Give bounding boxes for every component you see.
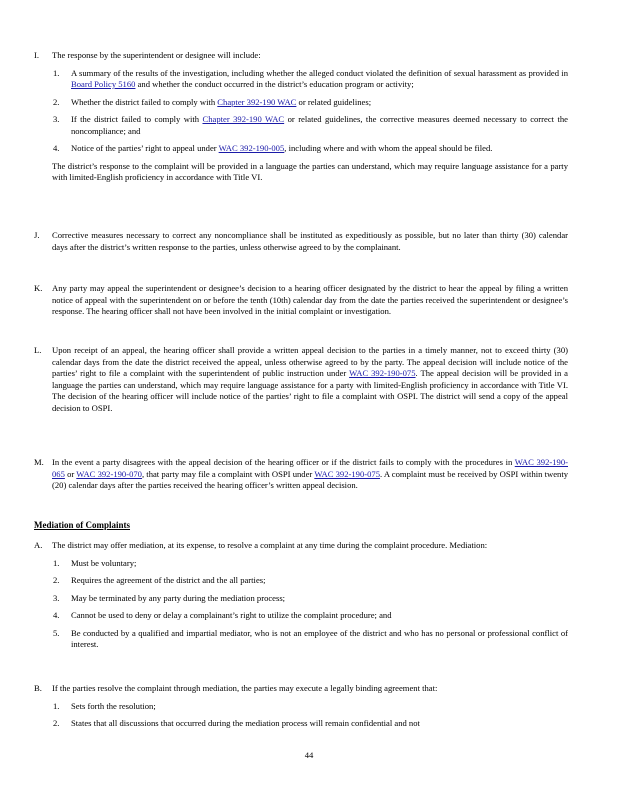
list-item: 2. Requires the agreement of the district and the all parties; xyxy=(53,575,266,585)
list-item: 4. Cannot be used to deny or delay a complainant’s right to utilize the complaint procedure; and xyxy=(53,610,392,620)
mediation-heading: Mediation of Complaints xyxy=(34,520,131,530)
page-number: 44 xyxy=(304,750,314,760)
list-item: 1. Must be voluntary; xyxy=(53,557,137,568)
wac-link[interactable]: WAC 392-190-075 xyxy=(349,368,416,378)
section-k: K. Any party may appeal the superintendent or designee’s decision to a hearing officer designated by the district to hear the appeal by filing a written notice of appeal with the superintendent on or before the tenth (10th) calendar day from the date the parties received the superintendent or designee’s response. The hearing officer shall not have been involved in the initial complaint or investigation. xyxy=(34,283,568,316)
policy-link[interactable]: Board Policy 5160 xyxy=(71,79,136,89)
list-item: 3. If the district failed to comply with Chapter 392-190 WAC or related guidelines, the corrective measures deemed necessary to correct the noncompliance; and xyxy=(53,114,568,136)
list-item: 5. Be conducted by a qualified and impartial mediator, who is not an employee of the district and who has no personal or professional conflict of interest. xyxy=(53,627,568,649)
section-m: M. In the event a party disagrees with the appeal decision of the hearing officer or if the district fails to comply with the procedures in WAC 392-190-065 or WAC 392-190-070, that party may file a complaint with OSPI under WAC 392-190-075. A complaint must be received by OSPI within twenty (20) calendar days after the parties received the hearing officer’s written appeal decision. xyxy=(34,457,569,490)
wac-link[interactable]: WAC 392-190-065 xyxy=(52,457,568,479)
list-item: 2. States that all discussions that occurred during the mediation process will remain confidential and not xyxy=(53,718,420,728)
wac-link[interactable]: WAC 392-190-070 xyxy=(76,468,142,479)
section-closing: The district’s response to the complaint will be provided in a language the parties can understand, which may require language assistance for a party with limited-English proficiency in accordance with Title VI. xyxy=(52,160,568,182)
list-item: 1. A summary of the results of the investigation, including whether the alleged conduct violated the definition of sexual harassment as provided in Board Policy 5160 and whether the conduct occurred in the district’s education program or activity; xyxy=(53,67,568,89)
section-i xyxy=(34,50,568,184)
list-item: 4. Notice of the parties’ right to appeal under WAC 392-190-005, including where and with whom the appeal should be filed. xyxy=(53,143,493,153)
list-item: 2. Whether the district failed to comply with Chapter 392-190 WAC or related guidelines; xyxy=(53,96,372,107)
wac-link[interactable]: Chapter 392-190 WAC xyxy=(217,96,297,107)
mediation-section-b: B. If the parties resolve the complaint through mediation, the parties may execute a legally binding agreement that: 1. Sets forth the resolution; 2. States that all discussions that occurred during the mediation process will remain confidential and not xyxy=(34,683,568,730)
list-item: 1. Sets forth the resolution; xyxy=(53,700,156,711)
section-j: J. Corrective measures necessary to correct any noncompliance shall be instituted as expeditiously as possible, but no later than thirty (30) calendar days after the district’s written response to the parties, unless otherwise agreed to by the complainant. xyxy=(34,230,568,252)
wac-link[interactable]: WAC 392-190-005 xyxy=(218,143,285,153)
section-l: L. Upon receipt of an appeal, the hearing officer shall provide a written appeal decision to the parties in a timely manner, not to exceed thirty (30) calendar days from the date the district received the appeal, unless otherwise agreed to by the party. The appeal decision will include notice of the parties’ right to file a complaint with the superintendent of public instruction under WAC 392-190-075. The appeal decision will be provided in a language the parties can understand, which may require language assistance for a party with limited-English proficiency in accordance with Title VI. The decision of the hearing officer will include notice of the parties’ right to file a complaint with OSPI. The district will send a copy of the appeal decision to OSPI. xyxy=(34,345,568,413)
wac-link[interactable]: WAC 392-190-075 xyxy=(314,468,381,479)
section-label: I. xyxy=(34,50,40,60)
list-item: 3. May be terminated by any party during the mediation process; xyxy=(53,592,286,603)
section-text: The response by the superintendent or designee will include: xyxy=(52,50,261,60)
mediation-section-a: A. The district may offer mediation, at its expense, to resolve a complaint at any time during the complaint procedure. Mediation: 1. Must be voluntary; 2. Requires the agreement of the district and the all parties; 3. May be terminated by any party during the mediation process; 4. Cannot be used to deny or delay a complainant’s right to utilize the complaint procedure; and 5. Be conducted by a qualified and impartial mediator, who is not an employee of the district and who has no personal or professional conflict of interest. xyxy=(34,540,568,649)
wac-link[interactable]: Chapter 392-190 WAC xyxy=(202,114,285,124)
